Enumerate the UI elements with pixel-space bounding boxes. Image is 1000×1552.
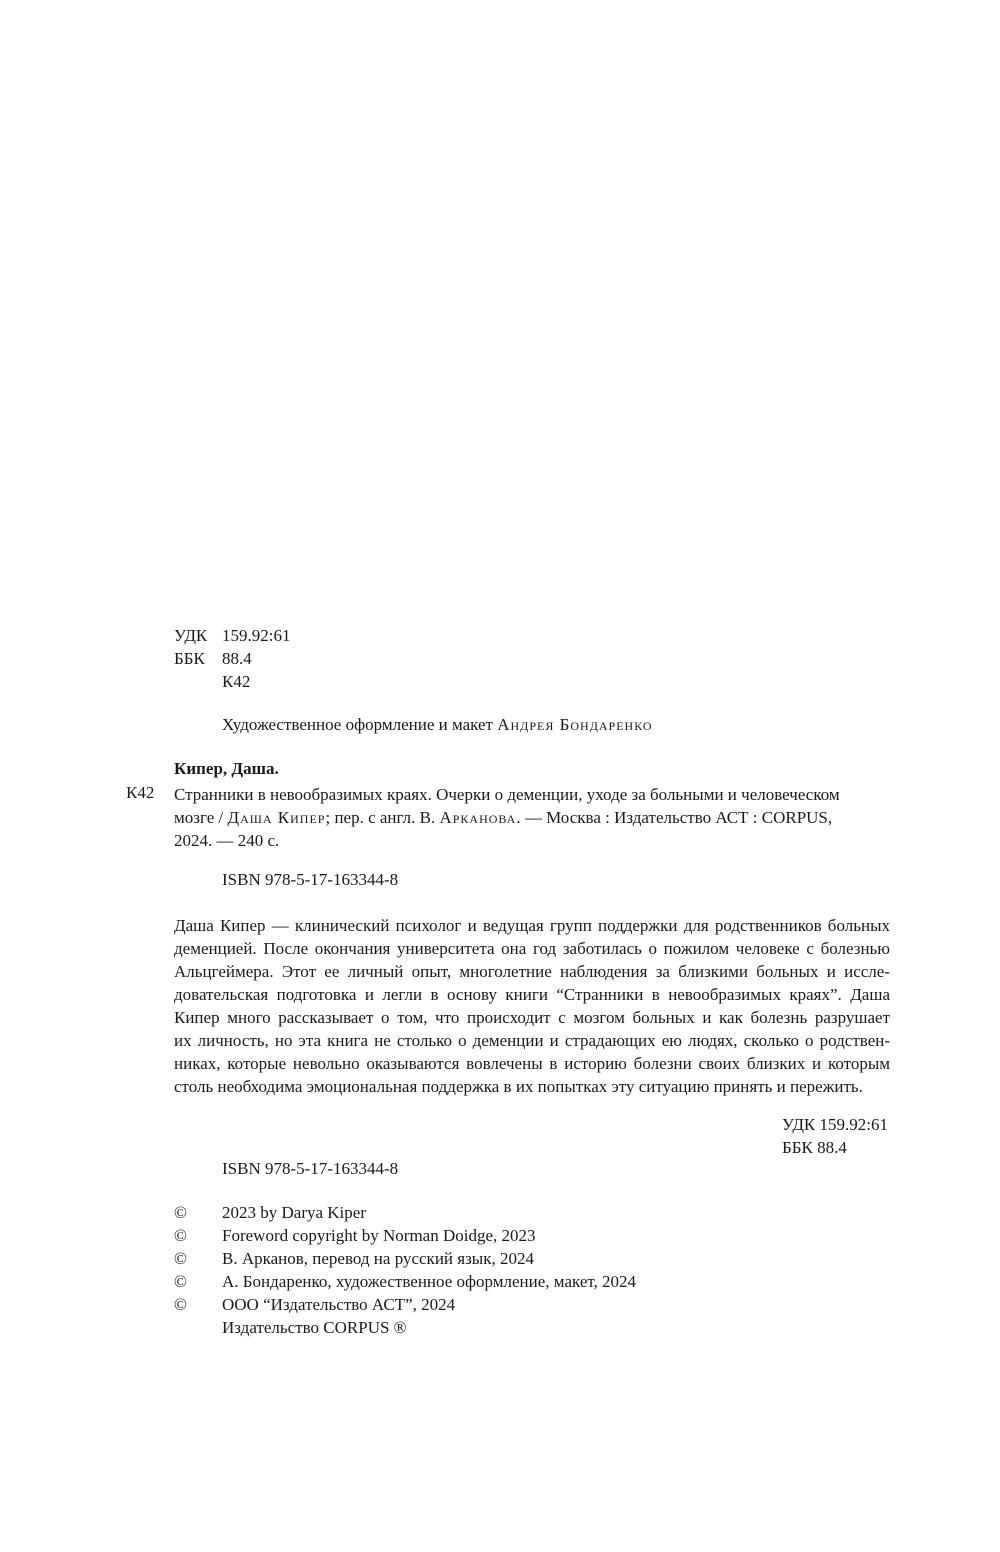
udk-label: УДК bbox=[174, 626, 208, 645]
design-credit-name: Андрея Бондаренко bbox=[497, 715, 653, 734]
annotation-line: столь необходима эмоциональная поддержка в их попытках эту ситуацию принять и пережить. bbox=[174, 1077, 863, 1096]
copyright-item: А. Бондаренко, художественное оформление, макет, 2024 bbox=[222, 1272, 637, 1291]
copyright-symbol: © bbox=[174, 1203, 187, 1222]
bib-line-2 bbox=[174, 806, 890, 829]
bib-translator-name: Арканова bbox=[439, 808, 517, 827]
copyright-item: 2023 by Darya Kiper bbox=[222, 1203, 366, 1222]
author-heading: Кипер, Даша. bbox=[174, 759, 279, 778]
annotation-line: Даша Кипер — клинический психолог и ведущая групп поддержки для родственников больных bbox=[174, 916, 890, 935]
bib-line-1: Странники в невообразимых краях. Очерки о деменции, уходе за больными и человеческом bbox=[174, 785, 840, 804]
annotation-line: их личность, но эта книга не столько о деменции и страдающих ею людях, сколько о родствен- bbox=[174, 1031, 890, 1050]
bib-line-2-start: мозге / bbox=[174, 808, 228, 827]
copyright-symbol: © bbox=[174, 1272, 187, 1291]
design-credit-text: Художественное оформление и макет bbox=[222, 715, 493, 734]
udk-value: 159.92:61 bbox=[222, 626, 291, 645]
bib-author-name: Даша Кипер bbox=[227, 808, 326, 827]
bbk-right: ББК 88.4 bbox=[782, 1138, 847, 1157]
copyright-item: ООО “Издательство АСТ”, 2024 bbox=[222, 1295, 456, 1314]
udk-right: УДК 159.92:61 bbox=[782, 1115, 888, 1134]
bibliographic-description bbox=[174, 783, 890, 852]
isbn-first: ISBN 978-5-17-163344-8 bbox=[222, 870, 399, 889]
annotation bbox=[174, 914, 890, 1098]
copyright-item: В. Арканов, перевод на русский язык, 2024 bbox=[222, 1249, 534, 1268]
copyright-item: Foreword copyright by Norman Doidge, 2023 bbox=[222, 1226, 536, 1245]
annotation-line: деменцией. После окончания университета она год заботилась о пожилом человеке с болезнью bbox=[174, 939, 890, 958]
bib-line-2-end: . — Москва : Издательство АСТ : CORPUS, bbox=[516, 808, 833, 827]
copyright-symbol: © bbox=[174, 1226, 187, 1245]
annotation-line: Кипер много рассказывает о том, что происходит с мозгом больных и как болезнь разрушает bbox=[174, 1008, 890, 1027]
bib-line-3: 2024. — 240 с. bbox=[174, 831, 280, 850]
bbk-value: 88.4 bbox=[222, 649, 252, 668]
publisher-line: Издательство CORPUS ® bbox=[222, 1318, 407, 1337]
copyright-symbol: © bbox=[174, 1295, 187, 1314]
bib-line-2-mid: ; пер. с англ. В. bbox=[325, 808, 440, 827]
annotation-line: Альцгеймера. Этот ее личный опыт, многолетние наблюдения за близкими больных и иссле- bbox=[174, 962, 890, 981]
bbk-label: ББК bbox=[174, 649, 205, 668]
author-sign-left: К42 bbox=[126, 783, 155, 802]
design-credit bbox=[222, 715, 653, 735]
copyright-symbol: © bbox=[174, 1249, 187, 1268]
isbn-second: ISBN 978-5-17-163344-8 bbox=[222, 1159, 399, 1178]
author-sign-top: К42 bbox=[222, 672, 251, 691]
annotation-line: никах, которые невольно оказываются вовлечены в историю болезни своих близких и которым bbox=[174, 1054, 890, 1073]
annotation-line: довательская подготовка и легли в основу книги “Странники в невообразимых краях”. Даша bbox=[174, 985, 890, 1004]
